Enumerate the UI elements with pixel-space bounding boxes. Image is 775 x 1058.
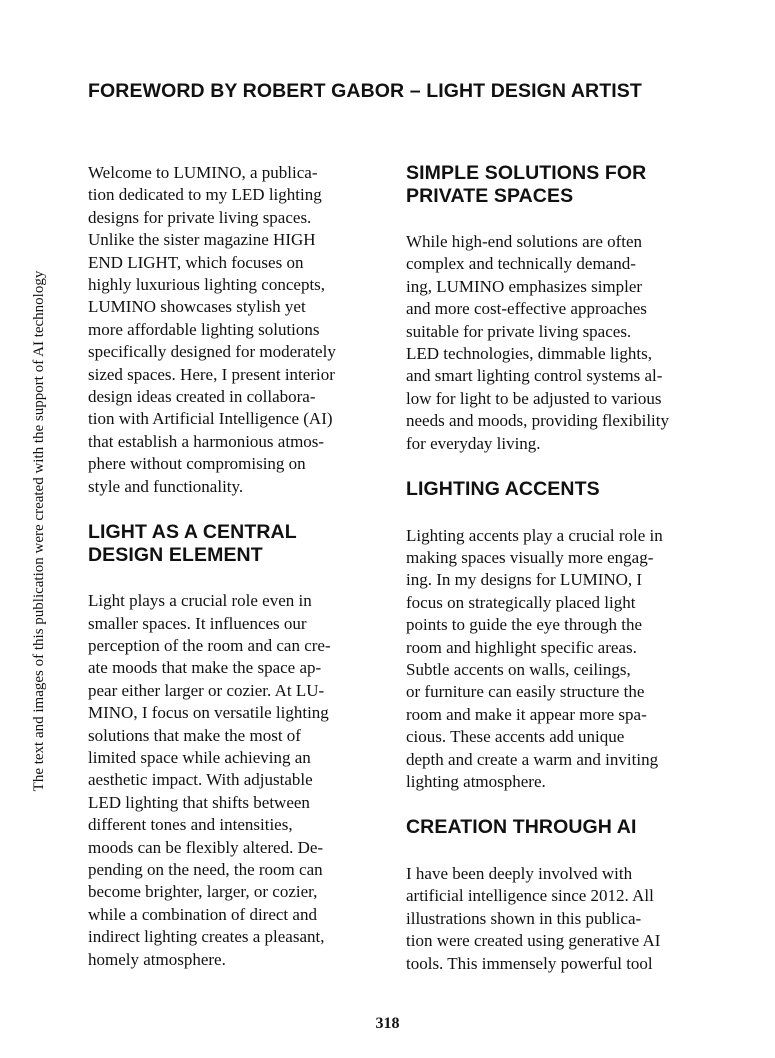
text-line: different tones and intensities,	[88, 815, 293, 835]
text-line: while a combination of direct and	[88, 904, 317, 924]
text-line: making spaces visually more engag-	[406, 547, 654, 567]
text-line: complex and technically demand-	[406, 254, 636, 274]
right-column	[406, 162, 696, 975]
text-line: highly luxurious lighting concepts,	[88, 275, 326, 295]
text-line: tools. This immensely powerful tool	[406, 953, 653, 973]
text-line: suitable for private living spaces.	[406, 321, 632, 341]
intro-paragraph	[88, 162, 378, 498]
text-line: PRIVATE SPACES	[406, 184, 574, 207]
text-line: that establish a harmonious atmos-	[88, 431, 325, 451]
text-line: lighting atmosphere.	[406, 772, 546, 792]
text-line: points to guide the eye through the	[406, 615, 643, 635]
text-line: become brighter, larger, or cozier,	[88, 882, 318, 902]
text-line: LED technologies, dimmable lights,	[406, 344, 652, 364]
sidebar-ai-notice: The text and images of this publication were created with the support of AI technology	[31, 270, 47, 792]
text-line: artificial intelligence since 2012. All	[406, 886, 654, 906]
text-line: Light plays a crucial role even in	[88, 591, 312, 611]
text-line: tion with Artificial Intelligence (AI)	[88, 409, 333, 429]
text-line: room and highlight specific areas.	[406, 637, 637, 657]
text-line: LED lighting that shifts between	[88, 792, 310, 812]
left-column	[88, 162, 378, 971]
text-line: smaller spaces. It influences our	[88, 613, 307, 633]
text-line: ate moods that make the space ap-	[88, 658, 322, 678]
text-line: room and make it appear more spa-	[406, 704, 647, 724]
text-line: design ideas created in collabora-	[88, 387, 316, 407]
section-body-light-central	[88, 590, 378, 971]
text-line: ing, LUMINO emphasizes simpler	[406, 276, 643, 296]
text-line: MINO, I focus on versatile lighting	[88, 703, 329, 723]
section-heading-lighting-accents	[406, 478, 696, 501]
text-line: LIGHTING ACCENTS	[406, 478, 600, 501]
text-line: Lighting accents play a crucial role in	[406, 525, 663, 545]
text-line: pending on the need, the room can	[88, 859, 323, 879]
text-line: I have been deeply involved with	[406, 863, 633, 883]
text-line: limited space while achieving an	[88, 747, 311, 767]
page-number: 318	[375, 1015, 400, 1032]
text-line: Unlike the sister magazine HIGH	[88, 230, 316, 250]
text-line: aesthetic impact. With adjustable	[88, 770, 313, 790]
text-line: ing. In my designs for LUMINO, I	[406, 570, 643, 590]
section-heading-creation-ai	[406, 816, 696, 839]
text-line: sized spaces. Here, I present interior	[88, 364, 335, 384]
text-line: moods can be flexibly altered. De-	[88, 837, 324, 857]
text-line: LIGHT AS A CENTRAL	[88, 521, 297, 544]
text-line: and smart lighting control systems al-	[406, 366, 663, 386]
section-body-creation-ai	[406, 863, 696, 975]
section-body-simple-solutions	[406, 231, 696, 455]
text-line: phere without compromising on	[88, 454, 306, 474]
text-line: solutions that make the most of	[88, 725, 301, 745]
text-line: DESIGN ELEMENT	[88, 543, 263, 566]
text-line: cious. These accents add unique	[406, 727, 625, 747]
text-line: designs for private living spaces.	[88, 207, 312, 227]
text-line: Subtle accents on walls, ceilings,	[406, 660, 631, 679]
section-body-lighting-accents	[406, 525, 696, 794]
text-line: pear either larger or cozier. At LU-	[88, 680, 325, 700]
text-line: perception of the room and can cre-	[88, 635, 331, 655]
text-line: END LIGHT, which focuses on	[88, 252, 304, 272]
text-line: and more cost-effective approaches	[406, 299, 647, 319]
text-line: homely atmosphere.	[88, 949, 226, 969]
page-title: FOREWORD BY ROBERT GABOR – LIGHT DESIGN ARTIST	[88, 80, 642, 102]
text-line: focus on strategically placed light	[406, 592, 636, 612]
text-line: specifically designed for moderately	[88, 342, 336, 362]
section-heading-light-central	[88, 521, 378, 566]
text-line: depth and create a warm and inviting	[406, 749, 659, 769]
text-line: style and functionality.	[88, 476, 244, 496]
text-line: illustrations shown in this publica-	[406, 908, 642, 928]
text-line: tion dedicated to my LED lighting	[88, 185, 322, 205]
text-line: needs and moods, providing flexibility	[406, 411, 669, 431]
text-line: more affordable lighting solutions	[88, 319, 320, 339]
text-line: or furniture can easily structure the	[406, 682, 645, 702]
text-line: low for light to be adjusted to various	[406, 388, 662, 408]
text-line: tion were created using generative AI	[406, 931, 661, 951]
section-heading-simple-solutions	[406, 162, 696, 207]
text-line: for everyday living.	[406, 433, 541, 453]
text-line: While high-end solutions are often	[406, 232, 643, 251]
text-line: SIMPLE SOLUTIONS FOR	[406, 162, 647, 184]
text-line: indirect lighting creates a pleasant,	[88, 927, 325, 947]
text-line: LUMINO showcases stylish yet	[88, 297, 306, 317]
text-line: Welcome to LUMINO, a publica-	[88, 163, 318, 182]
text-line: CREATION THROUGH AI	[406, 816, 637, 839]
